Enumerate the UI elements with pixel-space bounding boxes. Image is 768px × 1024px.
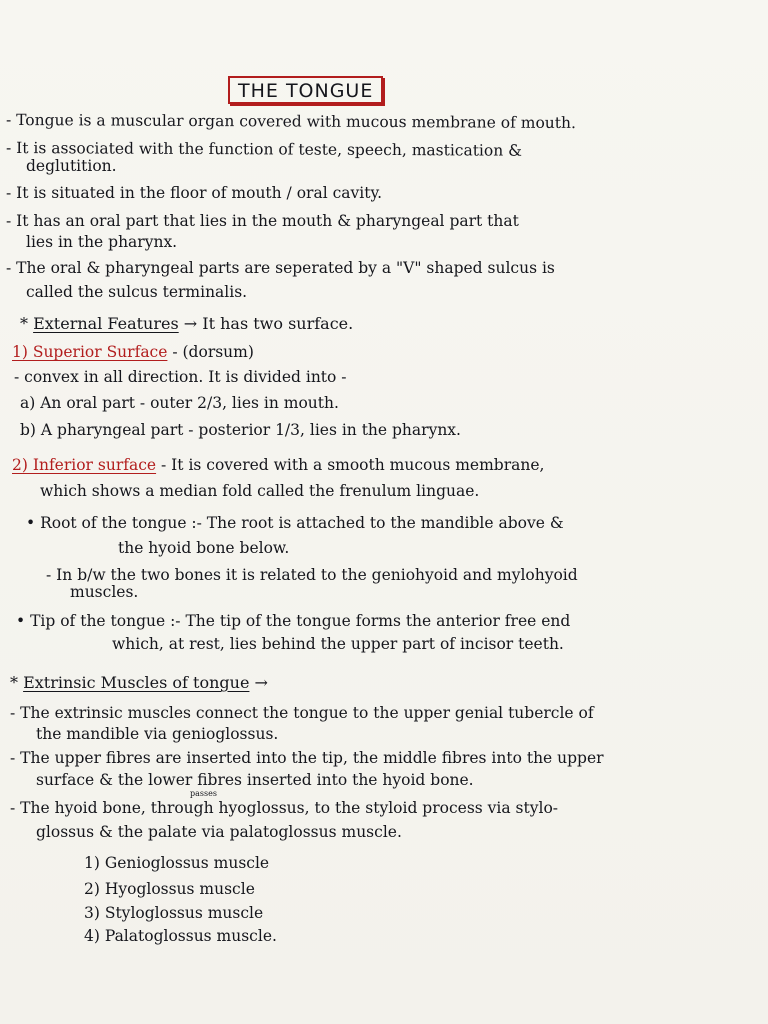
- intro-line-3: deglutition.: [26, 157, 117, 175]
- inferior-line-2: which shows a median fold called the frenulum linguae.: [40, 482, 480, 500]
- superior-surface-row: [12, 342, 254, 362]
- page-title: THE TONGUE: [238, 80, 374, 102]
- intro-line-7: - The oral & pharyngeal parts are seperated by a "V" shaped sulcus is: [6, 259, 555, 277]
- external-star: *: [20, 314, 28, 333]
- intro-line-8: called the sulcus terminalis.: [26, 283, 248, 301]
- muscle-item-2: 2) Hyoglossus muscle: [84, 880, 255, 898]
- tip-line-2: which, at rest, lies behind the upper part of incisor teeth.: [112, 635, 564, 653]
- inbw-line-2: muscles.: [70, 583, 139, 601]
- intro-line-1: - Tongue is a muscular organ covered with mucous membrane of mouth.: [5, 111, 576, 132]
- superior-surface-label: 1) Superior Surface: [12, 343, 168, 361]
- external-heading-row: [20, 314, 353, 334]
- superior-line-3: b) A pharyngeal part - posterior 1/3, lies in the pharynx.: [20, 421, 461, 439]
- intro-line-2: - It is associated with the function of teste, speech, mastication &: [5, 139, 522, 160]
- tip-line-1: • Tip of the tongue :- The tip of the tongue forms the anterior free end: [16, 612, 571, 630]
- muscle-item-4: 4) Palatoglossus muscle.: [84, 927, 277, 945]
- inferior-surface-label: 2) Inferior surface: [12, 456, 157, 474]
- extrinsic-star: *: [10, 673, 18, 692]
- extrinsic-heading-row: [10, 673, 268, 693]
- intro-line-5: - It has an oral part that lies in the mouth & pharyngeal part that: [6, 212, 519, 230]
- intro-line-6: lies in the pharynx.: [26, 233, 178, 251]
- inbw-line-1: - In b/w the two bones it is related to the geniohyoid and mylohyoid: [46, 566, 578, 584]
- extrinsic-heading: Extrinsic Muscles of tongue: [23, 673, 250, 692]
- external-heading-arrow: → It has two surface.: [183, 314, 354, 333]
- extrinsic-line-1: - The extrinsic muscles connect the tongue to the upper genial tubercle of: [10, 704, 594, 722]
- inferior-surface-rest: - It is covered with a smooth mucous membrane,: [156, 456, 545, 474]
- extrinsic-line-2: the mandible via genioglossus.: [36, 725, 279, 743]
- intro-line-4: - It is situated in the floor of mouth / oral cavity.: [6, 184, 383, 202]
- extrinsic-line-4: surface & the lower fibres inserted into the hyoid bone.: [36, 771, 474, 789]
- muscle-item-3: 3) Styloglossus muscle: [84, 904, 264, 922]
- extrinsic-line-6: glossus & the palate via palatoglossus muscle.: [36, 823, 402, 841]
- extrinsic-line-5: - The hyoid bone, through hyoglossus, to the styloid process via stylo-: [10, 799, 559, 817]
- muscle-item-1: 1) Genioglossus muscle: [84, 854, 270, 872]
- title-box: [228, 76, 383, 104]
- superior-surface-rest: - (dorsum): [167, 343, 254, 361]
- root-line-1: • Root of the tongue :- The root is attached to the mandible above &: [26, 514, 564, 532]
- root-line-2: the hyoid bone below.: [118, 539, 290, 557]
- extrinsic-line-3: - The upper fibres are inserted into the tip, the middle fibres into the upper: [10, 749, 604, 767]
- passes-note: passes: [190, 789, 217, 798]
- inferior-surface-row: [12, 455, 544, 475]
- superior-line-1: - convex in all direction. It is divided into -: [14, 368, 347, 386]
- external-heading: External Features: [33, 314, 179, 333]
- extrinsic-heading-arrow: →: [254, 673, 268, 692]
- superior-line-2: a) An oral part - outer 2/3, lies in mouth.: [20, 394, 339, 412]
